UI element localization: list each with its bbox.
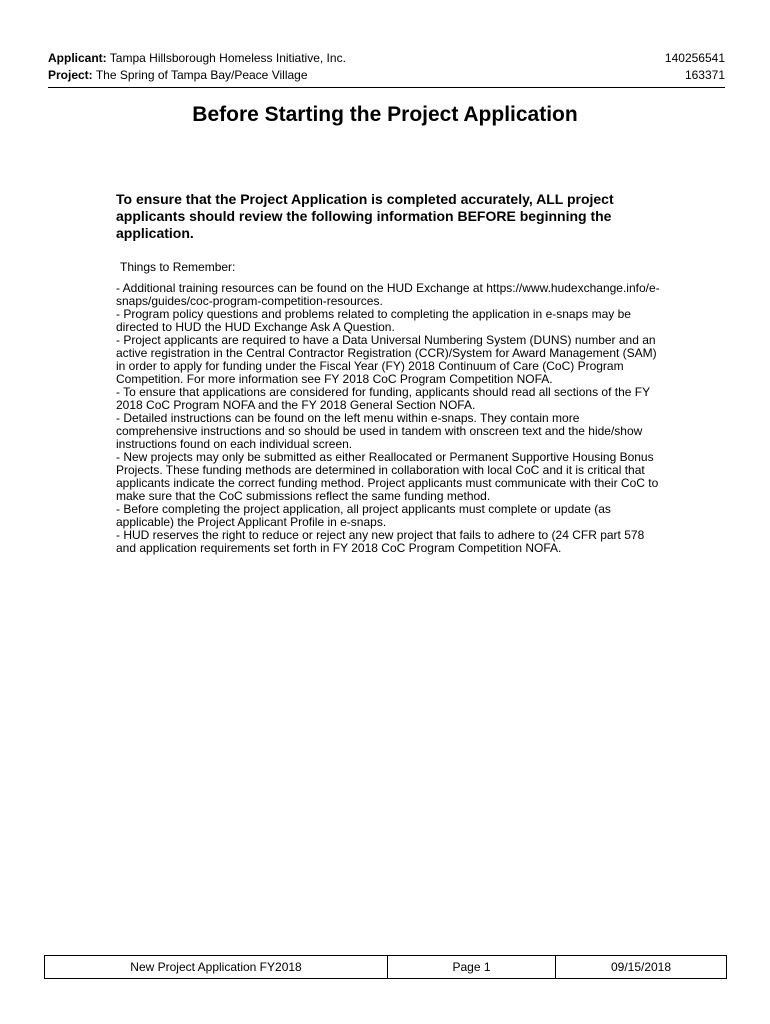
page-header — [48, 50, 725, 88]
instruction-item: - To ensure that applications are considered for funding, applicants should read all sections of the FY 2018 CoC Program NOFA and the FY 2018 General Section NOFA. — [116, 385, 650, 412]
intro-text: To ensure that the Project Application is completed accurately, ALL project applicants should review the following information BEFORE beginning the application. — [116, 191, 614, 241]
instruction-item: - Program policy questions and problems related to completing the application in e-snaps may be directed to HUD the HUD Exchange Ask A Question. — [116, 307, 631, 334]
footer-date: 09/15/2018 — [610, 960, 672, 974]
things-to-remember-label: Things to Remember: — [120, 260, 236, 274]
project-row — [48, 67, 725, 84]
page-footer — [44, 955, 727, 979]
instruction-item: - Before completing the project application, all project applicants must complete or update (as applicable) the Project Applicant Profile in e-snaps. — [116, 502, 611, 529]
footer-form-name: New Project Application FY2018 — [45, 956, 388, 978]
instructions-body — [116, 261, 661, 555]
applicant-label: Applicant: — [48, 51, 107, 65]
applicant-row — [48, 50, 725, 67]
applicant-id: 140256541 — [664, 51, 725, 65]
project-label: Project: — [48, 68, 93, 82]
instruction-item: - Project applicants are required to have a Data Universal Numbering System (DUNS) number and an active registration in the Central Contractor Registration (CCR)/System for Award Management (SAM) in order to apply for funding under the Fiscal Year (FY) 2018 Continuum of Care (CoC) Program Competition. For more information see FY 2018 CoC Program Competition NOFA. — [116, 333, 657, 386]
instruction-item: - HUD reserves the right to reduce or reject any new project that fails to adhere to (24 CFR part 578 and application requirements set forth in FY 2018 CoC Program Competition NOFA. — [116, 528, 645, 555]
project-id: 163371 — [684, 68, 725, 82]
page-title: Before Starting the Project Application — [192, 103, 578, 126]
instruction-item: - New projects may only be submitted as either Reallocated or Permanent Supportive Housing Bonus Projects. These funding methods are determined in collaboration with local CoC and it is critical that applicants indicate the correct funding method. Project applicants must communicate with their CoC to make sure that the CoC submissions reflect the same funding method. — [116, 450, 659, 503]
applicant-name: Tampa Hillsborough Homeless Initiative, Inc. — [109, 51, 346, 65]
instruction-item: - Detailed instructions can be found on the left menu within e-snaps. They contain more comprehensive instructions and so should be used in tandem with onscreen text and the hide/show instructions found on each individual screen. — [116, 411, 643, 451]
project-name: The Spring of Tampa Bay/Peace Village — [95, 68, 308, 82]
footer-page-number: Page 1 — [388, 956, 556, 978]
project-info — [48, 67, 308, 84]
applicant-info — [48, 50, 346, 67]
instruction-item: - Additional training resources can be found on the HUD Exchange at https://www.hudexchange.info/e-snaps/guides/coc-program-competition-resources. — [116, 281, 660, 308]
